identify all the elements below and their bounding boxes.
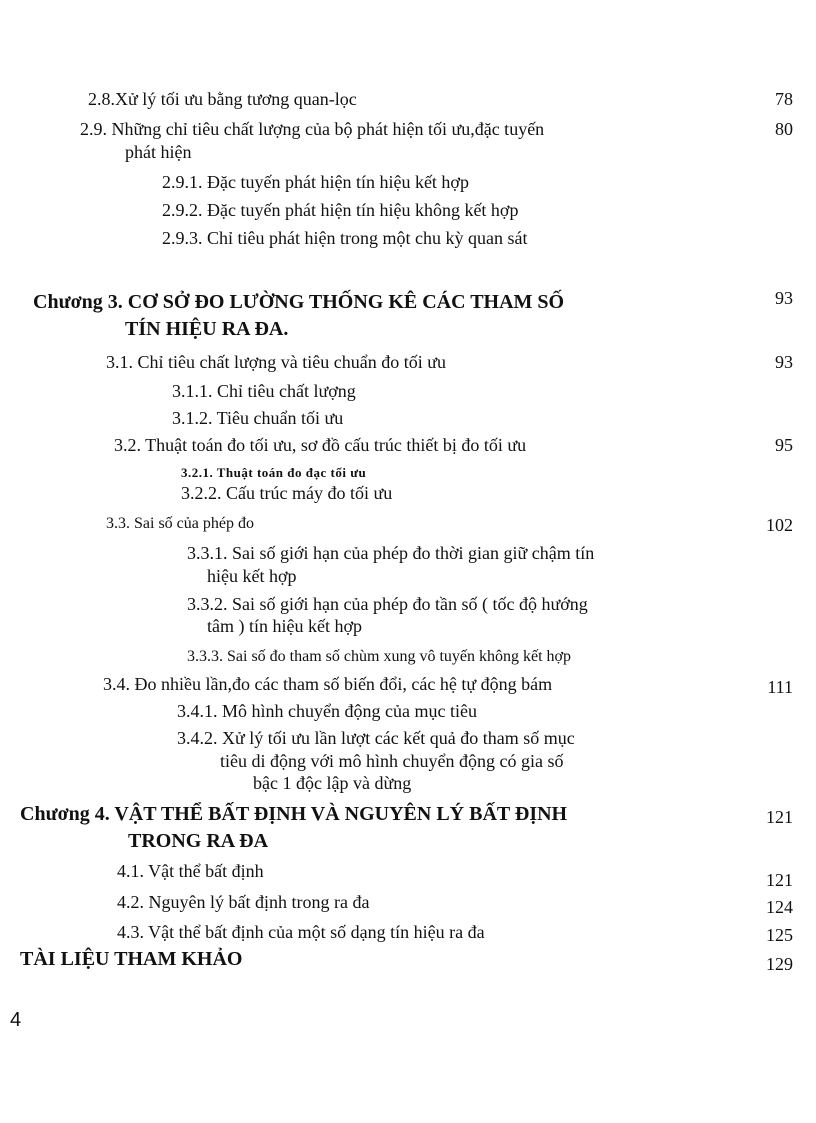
page-number: 4 <box>10 1009 22 1031</box>
toc-entry-text: 3.3.1. Sai số giới hạn của phép đo thời gian giữ chậm tín <box>187 543 595 563</box>
toc-entry-page: 111 <box>767 677 793 697</box>
toc-entry-text: bậc 1 độc lập và dừng <box>253 773 412 793</box>
toc-entry-page: 78 <box>775 89 793 109</box>
toc-entry-text: 4.1. Vật thể bất định <box>117 861 264 881</box>
toc-entry-text: 3.3.3. Sai số đo tham số chùm xung vô tuyến không kết hợp <box>187 648 571 665</box>
chapter-heading: Chương 4. VẬT THỂ BẤT ĐỊNH VÀ NGUYÊN LÝ BẤT ĐỊNH <box>20 803 568 825</box>
toc-entry-text: 3.1.1. Chỉ tiêu chất lượng <box>172 381 356 401</box>
toc-entry-page: 93 <box>775 288 793 308</box>
toc-entry-page: 93 <box>775 352 793 372</box>
toc-entry-page: 95 <box>775 435 793 455</box>
toc-entry-text: 3.4.2. Xử lý tối ưu lần lượt các kết quả đo tham số mục <box>177 728 575 748</box>
toc-entry-page: 121 <box>766 807 793 827</box>
toc-entry-page: 129 <box>766 954 793 974</box>
toc-entry-text: phát hiện <box>125 142 192 162</box>
toc-entry-text: 3.1.2. Tiêu chuẩn tối ưu <box>172 408 344 428</box>
toc-entry-text: hiệu kết hợp <box>207 566 297 586</box>
toc-entry-page: 80 <box>775 119 793 139</box>
toc-entry-text: 3.4.1. Mô hình chuyển động của mục tiêu <box>177 701 477 721</box>
toc-entry-text: 2.9.3. Chỉ tiêu phát hiện trong một chu kỳ quan sát <box>162 228 528 248</box>
toc-entry-text: 2.9.1. Đặc tuyến phát hiện tín hiệu kết hợp <box>162 172 469 192</box>
toc-entry-text: 3.2.2. Cấu trúc máy đo tối ưu <box>181 483 393 503</box>
toc-entry-text: 4.2. Nguyên lý bất định trong ra đa <box>117 892 370 912</box>
chapter-heading-cont: TRONG RA ĐA <box>128 830 269 852</box>
toc-entry-text: 3.4. Đo nhiều lần,đo các tham số biến đổi, các hệ tự động bám <box>103 674 553 694</box>
toc-entry-page: 102 <box>766 515 793 535</box>
toc-entry-text: 3.2.1. Thuật toán đo đạc tối ưu <box>181 465 367 480</box>
references-heading: TÀI LIỆU THAM KHẢO <box>20 948 243 970</box>
toc-entry-text: 2.8.Xử lý tối ưu bằng tương quan-lọc <box>88 89 357 109</box>
toc-entry-text: 2.9. Những chỉ tiêu chất lượng của bộ phát hiện tối ưu,đặc tuyến <box>80 119 545 139</box>
toc-entry-text: 3.2. Thuật toán đo tối ưu, sơ đồ cấu trúc thiết bị đo tối ưu <box>114 435 527 455</box>
chapter-heading-cont: TÍN HIỆU RA ĐA. <box>125 318 289 340</box>
toc-entry-text: 3.1. Chỉ tiêu chất lượng và tiêu chuẩn đo tối ưu <box>106 352 446 372</box>
toc-entry-text: 3.3.2. Sai số giới hạn của phép đo tần số ( tốc độ hướng <box>187 594 588 614</box>
toc-entry-text: tâm ) tín hiệu kết hợp <box>207 616 362 636</box>
toc-entry-page: 121 <box>766 870 793 890</box>
toc-entry-text: tiêu di động với mô hình chuyển động có gia số <box>220 751 564 771</box>
toc-entry-text: 4.3. Vật thể bất định của một số dạng tín hiệu ra đa <box>117 922 485 942</box>
chapter-heading: Chương 3. CƠ SỞ ĐO LƯỜNG THỐNG KÊ CÁC THAM SỐ <box>33 291 565 313</box>
toc-entry-page: 124 <box>766 897 793 917</box>
toc-entry-text: 2.9.2. Đặc tuyến phát hiện tín hiệu không kết hợp <box>162 200 519 220</box>
toc-entry-page: 125 <box>766 925 793 945</box>
toc-entry-text: 3.3. Sai số của phép đo <box>106 515 254 532</box>
